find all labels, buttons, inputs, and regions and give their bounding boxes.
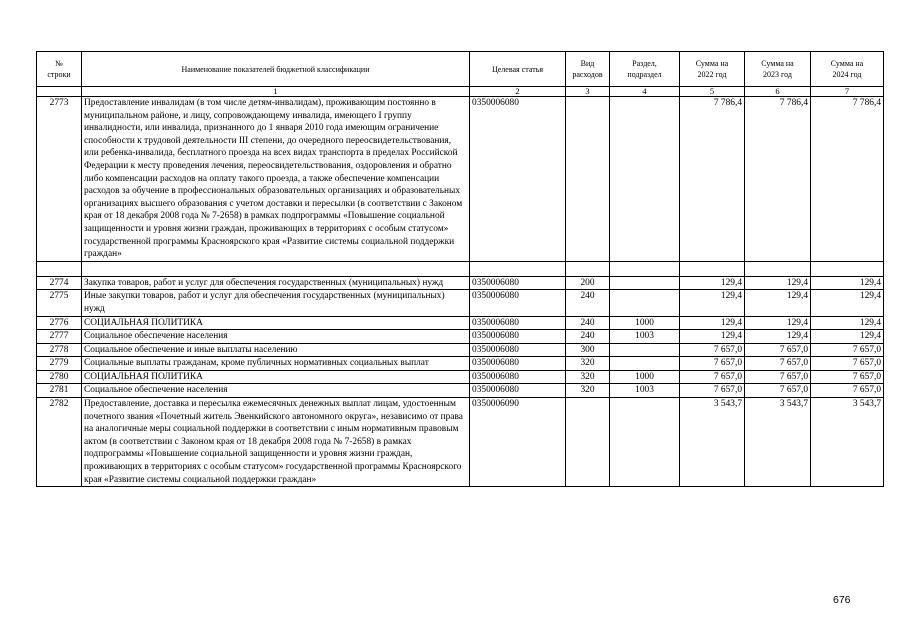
row-sum-2022: 7 657,0 bbox=[680, 384, 745, 398]
spacer-cell bbox=[37, 261, 82, 276]
header-sum-2024: Сумма на 2024 год bbox=[811, 52, 884, 87]
row-expense-type: 240 bbox=[566, 330, 610, 344]
row-name: Социальное обеспечение населения bbox=[82, 330, 470, 344]
row-section: 1000 bbox=[610, 370, 680, 384]
row-target-code: 0350006080 bbox=[470, 343, 566, 357]
row-number: 2782 bbox=[37, 398, 82, 487]
row-number: 2776 bbox=[37, 316, 82, 330]
row-number: 2781 bbox=[37, 384, 82, 398]
row-expense-type bbox=[566, 398, 610, 487]
row-sum-2024: 7 657,0 bbox=[811, 370, 884, 384]
column-number bbox=[37, 87, 82, 97]
row-number: 2775 bbox=[37, 290, 82, 316]
header-row bbox=[37, 52, 884, 87]
row-sum-2024: 7 657,0 bbox=[811, 384, 884, 398]
row-target-code: 0350006080 bbox=[470, 316, 566, 330]
row-sum-2022: 129,4 bbox=[680, 290, 745, 316]
row-sum-2022: 7 657,0 bbox=[680, 370, 745, 384]
row-sum-2022: 7 657,0 bbox=[680, 343, 745, 357]
row-sum-2023: 3 543,7 bbox=[745, 398, 811, 487]
row-name: Иные закупки товаров, работ и услуг для обеспечения государственных (муниципальных) нужд bbox=[82, 290, 470, 316]
row-sum-2022: 129,4 bbox=[680, 330, 745, 344]
header-section: Раздел, подраздел bbox=[610, 52, 680, 87]
row-sum-2023: 7 657,0 bbox=[745, 384, 811, 398]
row-number: 2773 bbox=[37, 97, 82, 262]
table-row bbox=[37, 398, 884, 487]
row-section: 1003 bbox=[610, 330, 680, 344]
row-target-code: 0350006080 bbox=[470, 370, 566, 384]
table-row bbox=[37, 343, 884, 357]
spacer-cell bbox=[610, 261, 680, 276]
header-expense-type: Вид расходов bbox=[566, 52, 610, 87]
column-number: 3 bbox=[566, 87, 610, 97]
row-number: 2780 bbox=[37, 370, 82, 384]
table-row bbox=[37, 276, 884, 290]
row-sum-2022: 3 543,7 bbox=[680, 398, 745, 487]
row-expense-type: 240 bbox=[566, 316, 610, 330]
row-sum-2024: 129,4 bbox=[811, 290, 884, 316]
table-row bbox=[37, 97, 884, 262]
row-section bbox=[610, 398, 680, 487]
row-sum-2023: 7 657,0 bbox=[745, 370, 811, 384]
row-section bbox=[610, 343, 680, 357]
row-target-code: 0350006080 bbox=[470, 290, 566, 316]
row-sum-2024: 129,4 bbox=[811, 316, 884, 330]
row-target-code: 0350006080 bbox=[470, 330, 566, 344]
row-sum-2024: 7 786,4 bbox=[811, 97, 884, 262]
row-number: 2778 bbox=[37, 343, 82, 357]
header-sum-2023: Сумма на 2023 год bbox=[745, 52, 811, 87]
row-target-code: 0350006080 bbox=[470, 276, 566, 290]
row-sum-2024: 7 657,0 bbox=[811, 343, 884, 357]
row-number: 2774 bbox=[37, 276, 82, 290]
table-row bbox=[37, 316, 884, 330]
row-section bbox=[610, 97, 680, 262]
row-name: Предоставление инвалидам (в том числе детям-инвалидам), проживающим постоянно в муниципальном районе, и лицу, сопровождающему инвалида, имеющего I группу инвалидности, или инвалида, признанного до 1 января 2010 года имеющим ограничение способности к трудовой деятельности III степени, до очередного переосвидетельствования, или ребенка-инвалида, бесплатного проезда на всех видах транспорта в пределах Российской Федерации к месту проведения лечения, переосвидетельствования, оздоровления и обратно либо компенсации расходов на оплату такого проезда, а также обеспечение компенсации расходов за обучение в профессиональных образовательных организациях и образовательных организациях высшего образования с учетом доставки и пересылки (в соответствии с Законом края от 18 декабря 2008 года № 7-2658) в рамках подпрограммы «Повышение социальной защищенности и уровня жизни граждан, проживающих в территориях с особым статусом» государственной программы Красноярского края «Развитие системы социальной поддержки граждан» bbox=[82, 97, 470, 262]
row-section: 1003 bbox=[610, 384, 680, 398]
header-target: Целевая статья bbox=[470, 52, 566, 87]
row-expense-type: 300 bbox=[566, 343, 610, 357]
spacer-cell bbox=[745, 261, 811, 276]
budget-table bbox=[36, 51, 884, 487]
page-number: 676 bbox=[833, 594, 851, 606]
table-row bbox=[37, 357, 884, 371]
row-number: 2777 bbox=[37, 330, 82, 344]
row-name: Социальное обеспечение населения bbox=[82, 384, 470, 398]
row-sum-2023: 129,4 bbox=[745, 290, 811, 316]
row-expense-type bbox=[566, 97, 610, 262]
row-sum-2023: 7 657,0 bbox=[745, 357, 811, 371]
row-name: Социальное обеспечение и иные выплаты населению bbox=[82, 343, 470, 357]
row-sum-2022: 7 786,4 bbox=[680, 97, 745, 262]
row-name: СОЦИАЛЬНАЯ ПОЛИТИКА bbox=[82, 370, 470, 384]
header-sum-2022: Сумма на 2022 год bbox=[680, 52, 745, 87]
row-target-code: 0350006090 bbox=[470, 398, 566, 487]
column-number: 1 bbox=[82, 87, 470, 97]
table-row bbox=[37, 330, 884, 344]
header-name: Наименование показателей бюджетной классификации bbox=[82, 52, 470, 87]
row-expense-type: 320 bbox=[566, 357, 610, 371]
column-number: 5 bbox=[680, 87, 745, 97]
column-number: 6 bbox=[745, 87, 811, 97]
row-sum-2024: 129,4 bbox=[811, 330, 884, 344]
row-sum-2024: 3 543,7 bbox=[811, 398, 884, 487]
row-section: 1000 bbox=[610, 316, 680, 330]
row-sum-2022: 7 657,0 bbox=[680, 357, 745, 371]
table-row bbox=[37, 370, 884, 384]
column-number-row bbox=[37, 87, 884, 97]
column-number: 7 bbox=[811, 87, 884, 97]
row-name: СОЦИАЛЬНАЯ ПОЛИТИКА bbox=[82, 316, 470, 330]
header-row-no: № строки bbox=[37, 52, 82, 87]
row-sum-2023: 7 786,4 bbox=[745, 97, 811, 262]
row-expense-type: 320 bbox=[566, 370, 610, 384]
row-section bbox=[610, 357, 680, 371]
table-row bbox=[37, 384, 884, 398]
row-sum-2022: 129,4 bbox=[680, 276, 745, 290]
row-target-code: 0350006080 bbox=[470, 97, 566, 262]
row-sum-2022: 129,4 bbox=[680, 316, 745, 330]
row-expense-type: 200 bbox=[566, 276, 610, 290]
row-section bbox=[610, 290, 680, 316]
row-expense-type: 240 bbox=[566, 290, 610, 316]
row-sum-2024: 129,4 bbox=[811, 276, 884, 290]
spacer-cell bbox=[470, 261, 566, 276]
row-sum-2023: 129,4 bbox=[745, 316, 811, 330]
spacer-cell bbox=[680, 261, 745, 276]
row-number: 2779 bbox=[37, 357, 82, 371]
row-sum-2023: 129,4 bbox=[745, 330, 811, 344]
column-number: 2 bbox=[470, 87, 566, 97]
row-sum-2023: 129,4 bbox=[745, 276, 811, 290]
row-name: Предоставление, доставка и пересылка ежемесячных денежных выплат лицам, удостоенным почетного звания «Почетный житель Эвенкийского автономного округа», независимо от права на аналогичные меры социальной поддержки в соответствии с иным нормативным правовым актом (в соответствии с Законом края от 18 декабря 2008 года № 7-2658) в рамках подпрограммы «Повышение социальной защищенности и уровня жизни граждан, проживающих в территориях с особым статусом» государственной программы Красноярского края «Развитие системы социальной поддержки граждан» bbox=[82, 398, 470, 487]
row-name: Закупка товаров, работ и услуг для обеспечения государственных (муниципальных) нужд bbox=[82, 276, 470, 290]
spacer-cell bbox=[566, 261, 610, 276]
row-target-code: 0350006080 bbox=[470, 357, 566, 371]
spacer-cell bbox=[82, 261, 470, 276]
row-expense-type: 320 bbox=[566, 384, 610, 398]
row-target-code: 0350006080 bbox=[470, 384, 566, 398]
table-body bbox=[37, 97, 884, 487]
row-spacer bbox=[37, 261, 884, 276]
spacer-cell bbox=[811, 261, 884, 276]
column-number: 4 bbox=[610, 87, 680, 97]
row-section bbox=[610, 276, 680, 290]
row-name: Социальные выплаты гражданам, кроме публичных нормативных социальных выплат bbox=[82, 357, 470, 371]
row-sum-2024: 7 657,0 bbox=[811, 357, 884, 371]
table-row bbox=[37, 290, 884, 316]
row-sum-2023: 7 657,0 bbox=[745, 343, 811, 357]
